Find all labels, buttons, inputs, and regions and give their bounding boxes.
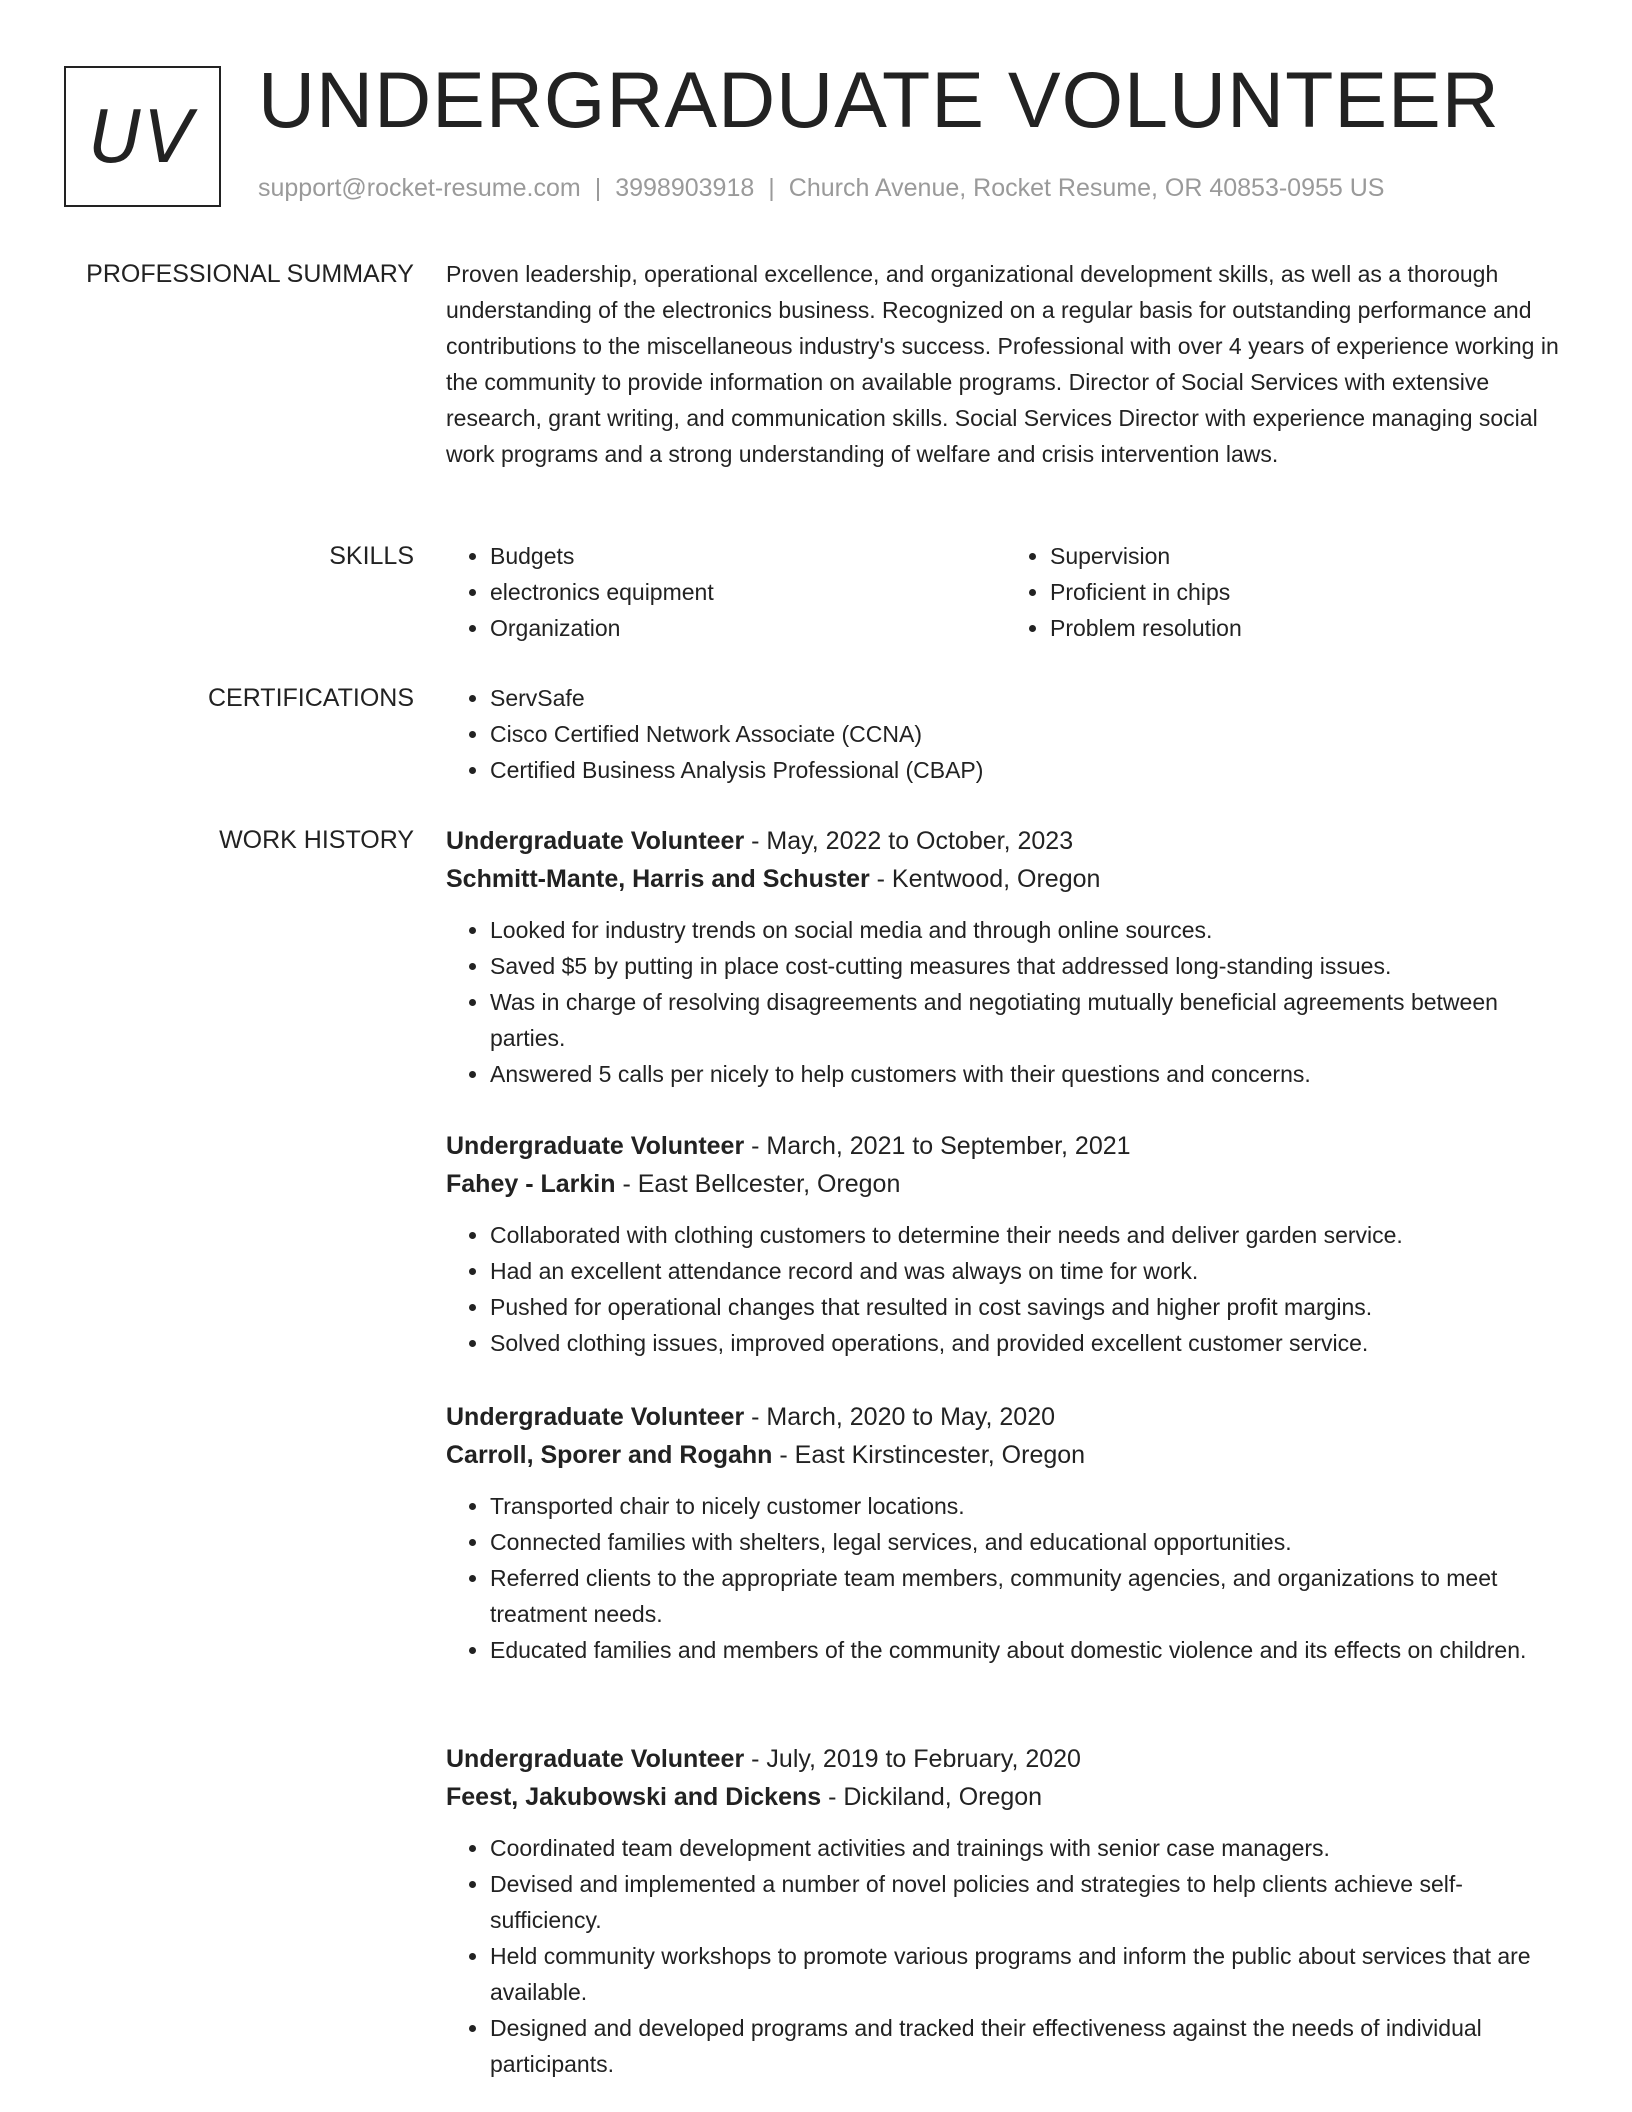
job-bullets	[446, 1217, 1566, 1361]
job-bullet: • Designed and developed programs and tracked their effectiveness against the needs of individual participants.	[490, 2010, 1566, 2082]
job-bullet: • Educated families and members of the community about domestic violence and its effects on children.	[490, 1632, 1566, 1668]
job-bullets	[446, 1488, 1566, 1668]
job-bullet: • Collaborated with clothing customers to determine their needs and deliver garden service.	[490, 1217, 1566, 1253]
skills-list-right	[1006, 538, 1566, 646]
job-bullets	[446, 912, 1566, 1092]
skills-grid	[446, 538, 1566, 646]
job-company: Feest, Jakubowski and Dickens	[446, 1783, 822, 1811]
job-bullets	[446, 1830, 1566, 2082]
job-bullet: • Pushed for operational changes that resulted in cost savings and higher profit margins.	[490, 1289, 1566, 1325]
job-company: Fahey - Larkin	[446, 1170, 616, 1198]
job-title: Undergraduate Volunteer	[446, 827, 745, 855]
job-bullet: • Coordinated team development activities and trainings with senior case managers.	[490, 1830, 1566, 1866]
job-dates: - May, 2022 to October, 2023	[744, 827, 1074, 855]
job-dates: - March, 2021 to September, 2021	[744, 1132, 1131, 1160]
section-label-certifications: CERTIFICATIONS	[207, 684, 414, 712]
monogram-box	[64, 66, 221, 207]
job-location: - East Kirstincester, Oregon	[772, 1441, 1086, 1469]
job-entry-4	[446, 1740, 1566, 2082]
job-title: Undergraduate Volunteer	[446, 1132, 745, 1160]
job-title: Undergraduate Volunteer	[446, 1745, 745, 1773]
summary-text: Proven leadership, operational excellence, and organizational development skills, as well as a thorough understanding of the electronics business. Recognized on a regular basis for outstanding performance and contributions to the miscellaneous industry's success. Professional with over 4 years of experience working in the community to provide information on available programs. Director of Social Services with extensive research, grant writing, and communication skills. Social Services Director with experience managing social work programs and a strong understanding of welfare and crisis intervention laws.	[446, 261, 1559, 467]
job-bullet: • Solved clothing issues, improved operations, and provided excellent customer service.	[490, 1325, 1566, 1361]
job-company-line	[446, 1778, 1566, 1816]
contact-line	[258, 174, 1384, 203]
job-bullet: • Saved $5 by putting in place cost-cutting measures that addressed long-standing issues.	[490, 948, 1566, 984]
job-dates: - July, 2019 to February, 2020	[744, 1745, 1081, 1773]
job-location: - Dickiland, Oregon	[821, 1783, 1043, 1811]
job-bullet: • Referred clients to the appropriate team members, community agencies, and organizations to meet treatment needs.	[490, 1560, 1566, 1632]
contact-address: Church Avenue, Rocket Resume, OR 40853-0955 US	[788, 174, 1385, 202]
job-title-line	[446, 1127, 1566, 1165]
job-bullet: • Had an excellent attendance record and was always on time for work.	[490, 1253, 1566, 1289]
job-bullet: • Transported chair to nicely customer locations.	[490, 1488, 1566, 1524]
certifications-list	[446, 680, 1566, 788]
section-label-skills: SKILLS	[329, 542, 414, 570]
job-title-line	[446, 822, 1566, 860]
job-company-line	[446, 1436, 1566, 1474]
job-title-line	[446, 1398, 1566, 1436]
job-bullet: • Devised and implemented a number of novel policies and strategies to help clients achieve self-sufficiency.	[490, 1866, 1566, 1938]
contact-email: support@rocket-resume.com	[258, 174, 581, 202]
job-entry-2	[446, 1127, 1566, 1361]
job-location: - Kentwood, Oregon	[869, 865, 1101, 893]
resume-name: UNDERGRADUATE VOLUNTEER	[258, 55, 1500, 144]
skill-item: • Proficient in chips	[1050, 574, 1566, 610]
skill-item: • Budgets	[490, 538, 1006, 574]
job-location: - East Bellcester, Oregon	[615, 1170, 901, 1198]
skills-list-left	[446, 538, 1006, 646]
certification-item: • Certified Business Analysis Professional (CBAP)	[490, 752, 1566, 788]
section-label-summary: PROFESSIONAL SUMMARY	[86, 260, 414, 288]
skill-item: • electronics equipment	[490, 574, 1006, 610]
job-bullet: • Answered 5 calls per nicely to help customers with their questions and concerns.	[490, 1056, 1566, 1092]
contact-phone: 3998903918	[615, 174, 755, 202]
certifications-body	[446, 680, 1566, 788]
section-label-work-history: WORK HISTORY	[219, 826, 414, 854]
job-dates: - March, 2020 to May, 2020	[744, 1403, 1056, 1431]
job-entry-1	[446, 822, 1566, 1092]
job-bullet: • Connected families with shelters, legal services, and educational opportunities.	[490, 1524, 1566, 1560]
skill-item: • Supervision	[1050, 538, 1566, 574]
certification-item: • ServSafe	[490, 680, 1566, 716]
contact-separator: |	[768, 174, 775, 202]
skill-item: • Problem resolution	[1050, 610, 1566, 646]
monogram-initials: UV	[89, 94, 196, 179]
job-title-line	[446, 1740, 1566, 1778]
certification-item: • Cisco Certified Network Associate (CCNA)	[490, 716, 1566, 752]
contact-separator: |	[594, 174, 602, 202]
job-bullet: • Was in charge of resolving disagreements and negotiating mutually beneficial agreements between parties.	[490, 984, 1566, 1056]
job-bullet: • Held community workshops to promote various programs and inform the public about services that are available.	[490, 1938, 1566, 2010]
job-company-line	[446, 1165, 1566, 1203]
job-company: Carroll, Sporer and Rogahn	[446, 1441, 773, 1469]
job-bullet: • Looked for industry trends on social media and through online sources.	[490, 912, 1566, 948]
skill-item: • Organization	[490, 610, 1006, 646]
job-company: Schmitt-Mante, Harris and Schuster	[446, 865, 870, 893]
job-company-line	[446, 860, 1566, 898]
job-title: Undergraduate Volunteer	[446, 1403, 745, 1431]
job-entry-3	[446, 1398, 1566, 1668]
